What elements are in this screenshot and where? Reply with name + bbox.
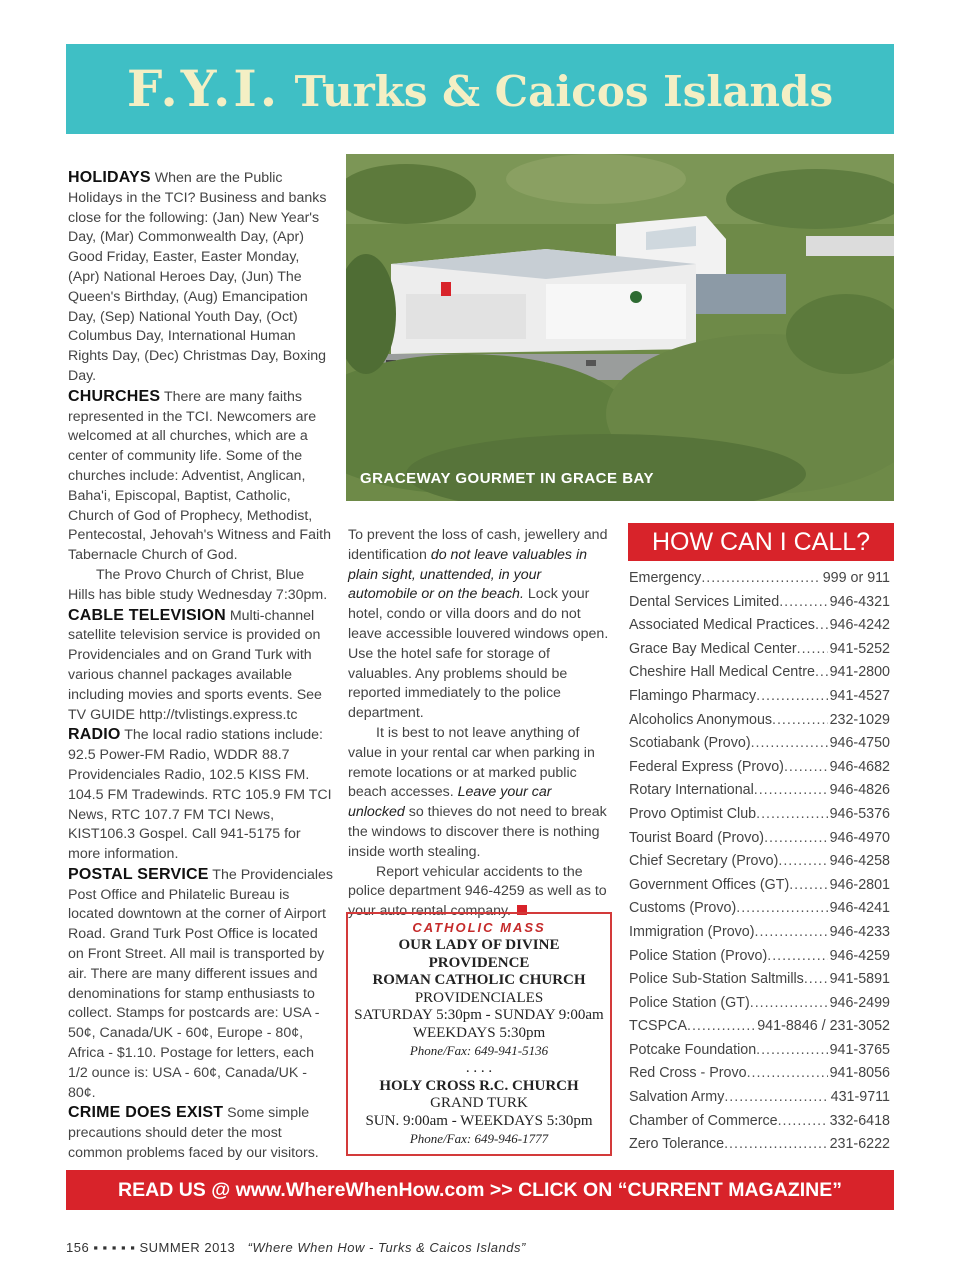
directory-number: 999 or 911 bbox=[822, 570, 890, 586]
directory-name: Customs (Provo) bbox=[629, 900, 737, 917]
directory-name: Flamingo Pharmacy bbox=[629, 687, 757, 704]
directory-name: Zero Tolerance bbox=[629, 1136, 725, 1153]
radio-text: The local radio stations include: 92.5 Power-FM Radio, WDDR 88.7 Providenciales Radio, 102.5 KISS FM. 104.5 FM Tradewinds. RTC 105.9 FM TCI News, RTC 107.7 FM TCI News, KIST106.3 Gospel. Call 941-5175 for more information. bbox=[68, 727, 332, 863]
leader-dots bbox=[736, 897, 827, 921]
leader-dots bbox=[755, 921, 828, 945]
leader-dots bbox=[815, 614, 828, 638]
directory-row bbox=[629, 968, 890, 992]
directory-row bbox=[629, 685, 890, 709]
directory-number: 941-8846 / 231-3052 bbox=[757, 1018, 890, 1035]
leader-dots bbox=[724, 1086, 828, 1110]
leader-dots bbox=[756, 803, 827, 827]
how-can-i-call-heading: HOW CAN I CALL? bbox=[628, 523, 894, 561]
postal-section bbox=[68, 865, 334, 1104]
cable-text: Multi-channel satellite television service is provided on Providenciales and on Grand Turk with various channel packages available including movies and sports events. See TV GUIDE http://tvlistings.express.tc bbox=[68, 607, 322, 723]
directory-row bbox=[629, 709, 890, 733]
churches-text: There are many faiths represented in the TCI. Newcomers are welcomed at all churches, which are a center of community life. Some of the churches include: Adventist, Anglican, Baha'i, Episcopal, Baptist, Catholic, Church of God of Prophecy, Methodist, Pentecostal, Jehovah's Witness and Faith Tabernacle Church of God. bbox=[68, 388, 331, 564]
directory-number: 946-4258 bbox=[829, 853, 890, 870]
directory-name: Rotary International bbox=[629, 782, 754, 799]
leader-dots bbox=[772, 709, 828, 733]
leader-dots bbox=[778, 850, 827, 874]
directory-row bbox=[629, 992, 890, 1016]
directory-name: Police Station (GT) bbox=[629, 994, 750, 1011]
church1-name-line2: PROVIDENCE bbox=[428, 954, 530, 971]
church2-name: HOLY CROSS R.C. CHURCH bbox=[379, 1077, 579, 1094]
directory-row bbox=[629, 567, 890, 591]
holidays-heading: HOLIDAYS bbox=[68, 169, 151, 186]
leader-dots bbox=[784, 756, 828, 780]
leader-dots bbox=[767, 945, 827, 969]
directory-number: 946-4242 bbox=[829, 617, 890, 634]
radio-heading: RADIO bbox=[68, 726, 121, 744]
directory-name: Chief Secretary (Provo) bbox=[629, 853, 779, 870]
directory-name: Scotiabank (Provo) bbox=[629, 735, 751, 752]
directory-number: 946-4682 bbox=[829, 758, 890, 775]
directory-number: 946-2801 bbox=[829, 876, 890, 893]
page-title: Turks & Caicos Islands bbox=[294, 67, 834, 116]
directory-name: Alcoholics Anonymous bbox=[629, 711, 773, 728]
directory-name: Dental Services Limited bbox=[629, 593, 780, 610]
directory-name: Police Station (Provo) bbox=[629, 947, 768, 964]
directory-number: 941-3765 bbox=[829, 1041, 890, 1058]
directory-number: 946-4970 bbox=[829, 829, 890, 846]
directory-name: Emergency bbox=[629, 570, 702, 586]
directory-name: Potcake Foundation bbox=[629, 1041, 757, 1058]
directory-number: 431-9711 bbox=[830, 1089, 890, 1106]
leader-dots bbox=[804, 968, 828, 992]
directory-name: Government Offices (GT) bbox=[629, 876, 790, 893]
read-us-banner[interactable]: READ US @ www.WhereWhenHow.com >> CLICK ON “CURRENT MAGAZINE” bbox=[66, 1170, 894, 1210]
directory-row bbox=[629, 1015, 890, 1039]
church1-name-line1: OUR LADY OF DIVINE bbox=[398, 937, 560, 953]
leader-dots bbox=[724, 1133, 827, 1157]
directory-name: Grace Bay Medical Center bbox=[629, 640, 797, 657]
church2-place: GRAND TURK bbox=[430, 1095, 528, 1111]
leader-dots bbox=[747, 1062, 828, 1086]
issue-label: SUMMER 2013 bbox=[139, 1240, 236, 1255]
safety-text: Report vehicular accidents to the police department 946-4259 as well as to your auto rental company. bbox=[348, 863, 607, 920]
radio-section bbox=[68, 725, 334, 865]
leader-dots bbox=[701, 567, 820, 591]
directory-row bbox=[629, 1110, 890, 1134]
postal-heading: POSTAL SERVICE bbox=[68, 865, 209, 883]
phone-directory bbox=[629, 567, 890, 1157]
directory-row bbox=[629, 591, 890, 615]
crime-heading: CRIME DOES EXIST bbox=[68, 1104, 224, 1122]
page-number: 156 bbox=[66, 1240, 90, 1255]
directory-name: Cheshire Hall Medical Centre bbox=[629, 664, 815, 681]
directory-number: 946-4321 bbox=[829, 593, 890, 610]
directory-name: TCSPCA bbox=[629, 1018, 687, 1035]
leader-dots bbox=[756, 685, 827, 709]
directory-number: 946-2499 bbox=[829, 994, 890, 1011]
safety-column bbox=[348, 526, 610, 922]
directory-row bbox=[629, 661, 890, 685]
directory-name: Tourist Board (Provo) bbox=[629, 829, 765, 846]
leader-dots bbox=[815, 661, 828, 685]
leader-dots bbox=[751, 732, 828, 756]
church1-phone: Phone/Fax: 649-941-5136 bbox=[409, 1043, 549, 1058]
publication-title: “Where When How - Turks & Caicos Islands” bbox=[247, 1240, 526, 1255]
leader-dots bbox=[797, 638, 828, 662]
directory-row bbox=[629, 827, 890, 851]
safety-text: Lock your hotel, condo or villa doors and do not leave accessible louvered windows open. Use the hotel safe for storage of valuables. Any problems should be reported immediately to the police department. bbox=[348, 586, 609, 722]
church1-schedule-2: WEEKDAYS 5:30pm bbox=[412, 1024, 546, 1041]
directory-name: Red Cross - Provo bbox=[629, 1065, 747, 1082]
mass-title: CATHOLIC MASS bbox=[412, 920, 546, 935]
mass-separator: . . . . bbox=[465, 1060, 493, 1076]
leader-dots bbox=[779, 591, 827, 615]
directory-number: 332-6418 bbox=[829, 1112, 890, 1129]
directory-name: Chamber of Commerce bbox=[629, 1112, 778, 1129]
church2-schedule: SUN. 9:00am - WEEKDAYS 5:30pm bbox=[365, 1112, 593, 1129]
safety-paragraph-2 bbox=[348, 724, 610, 863]
directory-number: 232-1029 bbox=[829, 711, 890, 728]
leader-dots bbox=[756, 1039, 827, 1063]
directory-number: 231-6222 bbox=[829, 1136, 890, 1153]
safety-paragraph-1 bbox=[348, 526, 610, 724]
directory-row bbox=[629, 614, 890, 638]
page-footer bbox=[66, 1240, 526, 1255]
photo-caption: GRACEWAY GOURMET IN GRACE BAY bbox=[360, 470, 654, 487]
aerial-photo-illustration bbox=[346, 154, 894, 501]
directory-number: 946-4750 bbox=[829, 735, 890, 752]
safety-text: It is best to not leave anything of value in your rental car when parking in remote locations or at marked public beach accesses. bbox=[348, 724, 595, 801]
leader-dots bbox=[687, 1015, 755, 1039]
holidays-text: When are the Public Holidays in the TCI? Business and banks close for the following: (Jan) New Year's Day, (Mar) Commonwealth Day, (Apr) Good Friday, Easter, Easter Monday, (Apr) National Heroes Day, (Jun) The Queen's Birthday, (Aug) Emancipation Day, (Sep) National Youth Day, (Oct) Columbus Day, International Human Rights Day, (Dec) Christmas Day, Boxing Day. bbox=[68, 170, 327, 384]
directory-number: 946-4259 bbox=[829, 947, 890, 964]
leader-dots bbox=[750, 992, 828, 1016]
graceway-photo bbox=[346, 154, 894, 501]
leader-dots bbox=[789, 874, 827, 898]
directory-row bbox=[629, 897, 890, 921]
church1-schedule-1: SATURDAY 5:30pm - SUNDAY 9:00am bbox=[354, 1007, 604, 1023]
directory-number: 941-4527 bbox=[829, 687, 890, 704]
directory-name: Salvation Army bbox=[629, 1089, 725, 1106]
catholic-mass-box bbox=[346, 912, 612, 1156]
directory-number: 946-4826 bbox=[829, 782, 890, 799]
directory-row bbox=[629, 638, 890, 662]
directory-number: 946-5376 bbox=[829, 805, 890, 822]
directory-row bbox=[629, 1062, 890, 1086]
churches-section bbox=[68, 387, 334, 566]
safety-text: so thieves do not need to break the windows to discover there is nothing inside worth stealing. bbox=[348, 804, 607, 860]
directory-row bbox=[629, 921, 890, 945]
safety-emphasis: do not leave valuables in plain sight, unattended, in your automobile or on the beach. bbox=[348, 546, 587, 603]
cable-section bbox=[68, 606, 334, 726]
crime-section bbox=[68, 1103, 334, 1163]
directory-number: 946-4233 bbox=[829, 923, 890, 940]
church1-place: PROVIDENCIALES bbox=[414, 989, 544, 1006]
directory-name: Associated Medical Practices bbox=[629, 617, 815, 634]
footer-dots: ▪ ▪ ▪ ▪ ▪ bbox=[93, 1240, 136, 1255]
directory-number: 941-8056 bbox=[829, 1065, 890, 1082]
safety-emphasis: Leave your car unlocked bbox=[348, 784, 552, 821]
directory-row bbox=[629, 1133, 890, 1157]
fyi-label: F.Y.I. bbox=[126, 59, 281, 118]
cable-heading: CABLE TELEVISION bbox=[68, 606, 226, 624]
directory-name: Provo Optimist Club bbox=[629, 805, 757, 822]
directory-number: 941-2800 bbox=[829, 664, 890, 681]
directory-number: 941-5252 bbox=[829, 640, 890, 657]
safety-text: To prevent the loss of cash, jewellery and identification bbox=[348, 527, 608, 563]
directory-row bbox=[629, 779, 890, 803]
directory-row bbox=[629, 1039, 890, 1063]
directory-row bbox=[629, 732, 890, 756]
info-column bbox=[68, 168, 334, 1164]
directory-number: 946-4241 bbox=[829, 900, 890, 917]
title-banner bbox=[66, 44, 894, 134]
directory-name: Police Sub-Station Saltmills bbox=[629, 971, 804, 988]
directory-name: Federal Express (Provo) bbox=[629, 758, 784, 775]
postal-text: The Providenciales Post Office and Philatelic Bureau is located downtown at the corner of Airport Road. Grand Turk Post Office is located on Front Street. All mail is transported by air. There are many different issues and denominations for stamp enthusiasts to collect. Stamps for postcards are: USA - 50¢, Canada/UK - 60¢, Europe - 80¢, Africa - $1.10. Postage for letters, each 1/2 ounce is: USA - 60¢, Canada/UK - 80¢. bbox=[68, 866, 333, 1101]
leader-dots bbox=[754, 779, 828, 803]
directory-row bbox=[629, 756, 890, 780]
churches-text-2: The Provo Church of Christ, Blue Hills has bible study Wednesday 7:30pm. bbox=[68, 566, 328, 603]
directory-row bbox=[629, 803, 890, 827]
crime-text: Some simple precautions should deter the most common problems faced by our visitors. bbox=[68, 1105, 319, 1162]
directory-row bbox=[629, 1086, 890, 1110]
church2-phone: Phone/Fax: 649-946-1777 bbox=[409, 1131, 549, 1146]
directory-number: 941-5891 bbox=[829, 971, 890, 988]
directory-row bbox=[629, 874, 890, 898]
leader-dots bbox=[764, 827, 828, 851]
church1-name-line3: ROMAN CATHOLIC CHURCH bbox=[372, 972, 586, 988]
holidays-section bbox=[68, 168, 334, 387]
churches-heading: CHURCHES bbox=[68, 387, 161, 405]
leader-dots bbox=[778, 1110, 828, 1134]
directory-row bbox=[629, 850, 890, 874]
directory-name: Immigration (Provo) bbox=[629, 923, 755, 940]
directory-row bbox=[629, 945, 890, 969]
